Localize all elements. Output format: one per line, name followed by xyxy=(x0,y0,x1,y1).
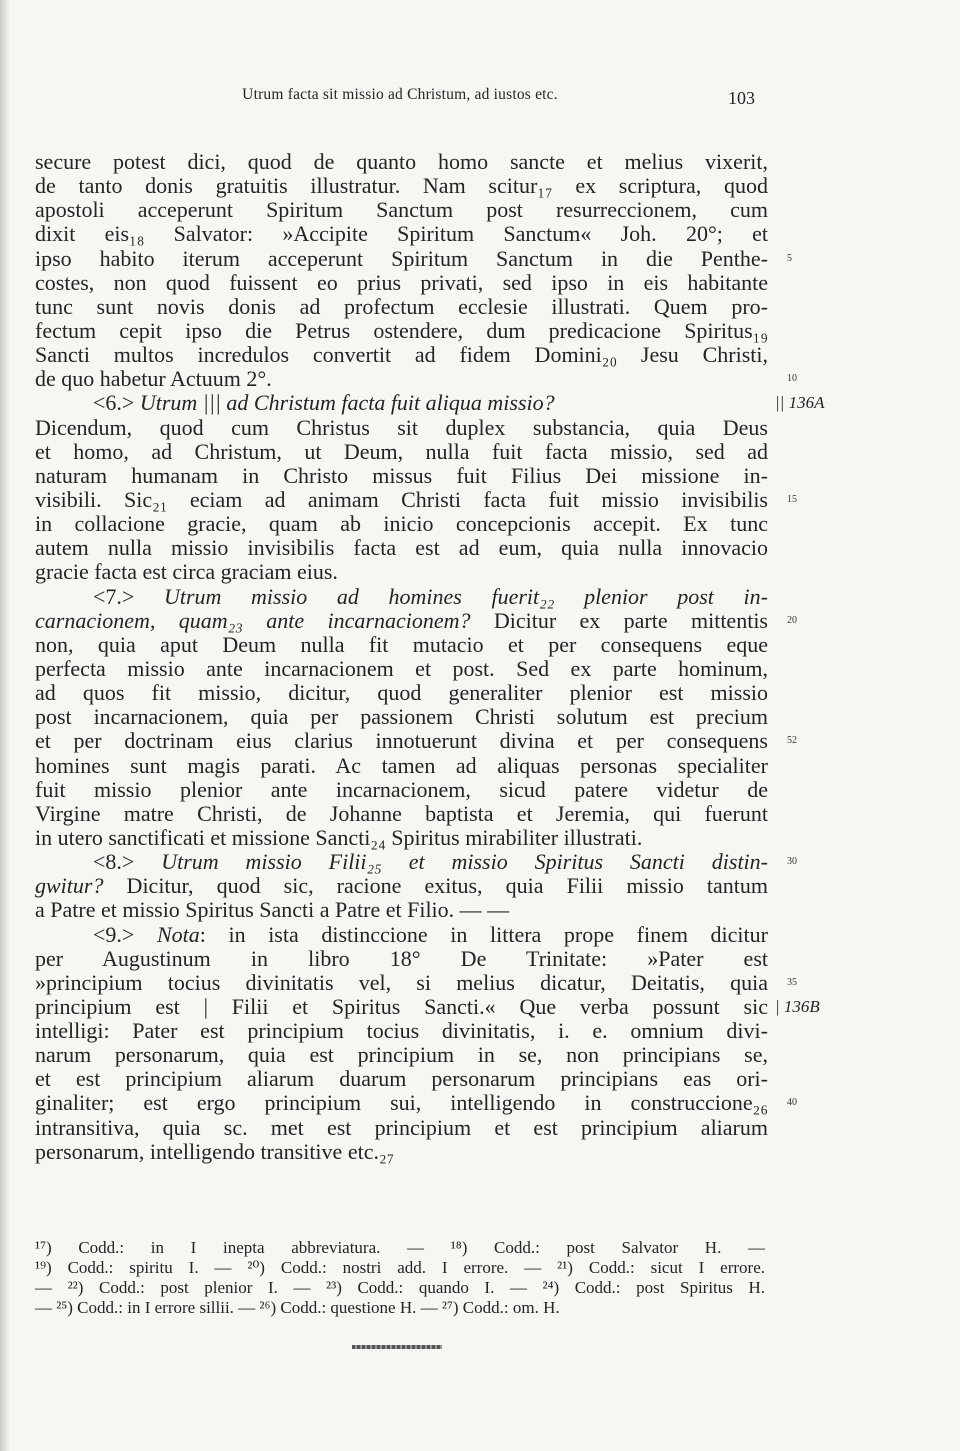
text-line-content: principium est | Filii et Spiritus Sancti.« Que verba possunt sic xyxy=(35,993,768,1019)
text-line xyxy=(35,1090,797,1116)
footnote-line: ¹⁷) Codd.: in I inepta abbreviatura. — ¹⁸) Codd.: post Salvator H. — xyxy=(35,1238,765,1257)
text-line xyxy=(35,198,768,222)
main-text xyxy=(35,149,825,1164)
text-line xyxy=(35,923,768,947)
text-line xyxy=(35,705,768,729)
text-line-content: personarum, intelligendo transitive etc.₂₇ xyxy=(35,1138,395,1164)
printer-mark xyxy=(352,1345,442,1349)
text-line xyxy=(35,271,768,295)
text-line-content: Sancti multos incredulos convertit ad fidem Domini₂₀ Jesu Christi, xyxy=(35,342,768,368)
text-line-content: costes, non quod fuissent eo prius privati, sed ipso in eis habitante xyxy=(35,269,768,295)
text-line xyxy=(35,633,768,657)
text-line-content: et per doctrinam eius clarius innotuerunt divina et per consequens xyxy=(35,728,768,754)
question-heading: Utrum missio Filii₂₅ et missio Spiritus Sancti distin- xyxy=(161,849,768,875)
line-number-margin: 30 xyxy=(787,856,797,868)
text-line xyxy=(35,947,768,971)
text-line-content: gracie facta est circa graciam eius. xyxy=(35,559,338,585)
text-line-content: naturam humanam in Christo missus fuit Filius Dei missione in- xyxy=(35,462,768,488)
question-number: <8.> xyxy=(93,849,162,875)
text-line xyxy=(35,754,768,778)
text-line-content: post incarnacionem, quia per passionem Christi solutum est precium xyxy=(35,704,768,730)
text-line xyxy=(35,150,768,174)
text-line xyxy=(35,826,768,850)
text-line xyxy=(35,1140,768,1164)
text-line-content: de quo habetur Actuum 2°. xyxy=(35,366,272,392)
text-line xyxy=(35,440,768,464)
text-line xyxy=(35,512,768,536)
text-line-content: ginaliter; est ergo principium sui, intelligendo in construccione₂₆ xyxy=(35,1090,768,1116)
text-line xyxy=(35,1019,768,1043)
text-line-content: intelligi: Pater est principium tocius divinitatis, i. e. omnium divi- xyxy=(35,1018,768,1044)
text-line-content: autem nulla missio invisibilis facta est ad eum, quia nulla innovacio xyxy=(35,535,768,561)
question-number: <9.> xyxy=(93,921,157,947)
footnote-line: — ²²) Codd.: post plenior I. — ²³) Codd.: quando I. — ²⁴) Codd.: post Spiritus H. xyxy=(35,1278,765,1297)
line-number-margin: 15 xyxy=(787,493,797,505)
line-number-margin: 35 xyxy=(787,976,797,988)
text-line xyxy=(35,1116,768,1140)
text-line-content: fectum cepit ipso die Petrus ostendere, dum predicacione Spiritus₁₉ xyxy=(35,317,768,343)
text-line-content: non, quia aput Deum nulla fit mutacio et per consequens eque xyxy=(35,631,768,657)
text-line xyxy=(35,969,797,995)
page-edge-shadow xyxy=(0,0,10,1451)
text-line-content: dixit eis₁₈ Salvator: »Accipite Spiritum Sanctum« Joh. 20°; et xyxy=(35,221,768,247)
text-line xyxy=(35,295,768,319)
text-line-content: per Augustinum in libro 18° De Trinitate: »Pater est xyxy=(35,945,768,971)
text-line xyxy=(35,486,797,512)
line-number-margin: 5 xyxy=(787,252,792,264)
question-heading: carnacionem, quam₂₃ ante incarnacionem? xyxy=(35,607,471,633)
text-line xyxy=(35,464,768,488)
folio-margin-note: || 136A xyxy=(775,393,825,413)
text-line xyxy=(35,778,768,802)
text-line-content: Dicitur ex parte mittentis xyxy=(470,607,768,633)
running-title: Utrum facta sit missio ad Christum, ad iustos etc. xyxy=(242,86,558,103)
line-number-margin: 52 xyxy=(787,735,797,747)
text-line-content: apostoli acceperunt Spiritum Sanctum post resurreccionem, cum xyxy=(35,197,768,223)
question-heading: Utrum missio ad homines fuerit₂₂ plenior post in- xyxy=(163,583,768,609)
footnote-line: ¹⁹) Codd.: spiritu I. — ²⁰) Codd.: nostri add. I errore. — ²¹) Codd.: sicut I errore. xyxy=(35,1258,765,1277)
text-line xyxy=(35,681,768,705)
question-number: <6.> xyxy=(93,390,140,416)
text-line xyxy=(35,657,768,681)
text-line xyxy=(35,849,797,875)
text-line xyxy=(35,585,768,609)
page-number: 103 xyxy=(728,88,755,108)
text-line xyxy=(35,802,768,826)
text-line-content: Dicendum, quod cum Christus sit duplex substancia, quia Deus xyxy=(35,414,768,440)
folio-margin-note: | 136B xyxy=(775,996,820,1016)
text-line-content: in utero sanctificati et missione Sancti₂₄ Spiritus mirabiliter illustrati. xyxy=(35,824,643,850)
text-line xyxy=(35,874,768,898)
text-line xyxy=(35,343,768,367)
footnote-line: — ²⁵) Codd.: in I errore sillii. — ²⁶) Codd.: questione H. — ²⁷) Codd.: om. H. xyxy=(35,1298,560,1317)
question-heading: gwitur? xyxy=(35,873,104,899)
text-line xyxy=(35,607,797,633)
text-line-content: secure potest dici, quod de quanto homo sancte et melius vixerit, xyxy=(35,149,768,174)
line-number-margin: 40 xyxy=(787,1097,797,1109)
text-line xyxy=(35,536,768,560)
text-line-content: Virgine matre Christi, de Johanne baptista et Jeremia, qui fuerunt xyxy=(35,800,768,826)
text-line-content: et homo, ad Christum, ut Deum, nulla fuit facta missio, sed ad xyxy=(35,438,768,464)
text-line xyxy=(35,560,768,584)
text-line xyxy=(35,174,768,198)
text-line-content: ipso habito iterum acceperunt Spiritum Sanctum in die Penthe- xyxy=(35,245,768,271)
text-line xyxy=(35,319,768,343)
text-line-content: fuit missio plenior ante incarnacionem, sicud patere videtur de xyxy=(35,776,768,802)
question-heading: Utrum ||| ad Christum facta fuit aliqua missio? xyxy=(139,390,555,416)
text-line xyxy=(35,245,792,271)
text-line-content: : in ista distinccione in littera prope finem dicitur xyxy=(199,921,768,947)
footnotes xyxy=(35,1238,765,1318)
question-number: <7.> xyxy=(93,583,164,609)
text-line xyxy=(35,1043,768,1067)
text-line-content: de tanto donis gratuitis illustratur. Nam scitur₁₇ ex scriptura, quod xyxy=(35,173,768,199)
text-line xyxy=(35,416,768,440)
text-line-content: tunc sunt novis donis ad profectum ecclesie illustrati. Quem pro- xyxy=(35,293,768,319)
text-line xyxy=(35,390,825,416)
text-line xyxy=(35,898,768,922)
question-heading: Nota xyxy=(156,921,200,947)
text-line xyxy=(35,1067,768,1091)
text-line-content: a Patre et missio Spiritus Sancti a Patre et Filio. — — xyxy=(35,897,510,923)
text-line xyxy=(35,993,820,1019)
text-line-content: perfecta missio ante incarnacionem et post. Sed ex parte hominum, xyxy=(35,655,768,681)
text-line-content: narum personarum, quia est principium in se, non principians se, xyxy=(35,1042,768,1068)
text-line-content: »principium tocius divinitatis vel, si melius dicatur, Deitatis, quia xyxy=(35,969,768,995)
text-line-content: intransitiva, quia sc. met est principium et est principium aliarum xyxy=(35,1114,768,1140)
text-line-content: et est principium aliarum duarum personarum principians eas ori- xyxy=(35,1066,768,1092)
text-line xyxy=(35,728,797,754)
text-line-content: Dicitur, quod sic, racione exitus, quia Filii missio tantum xyxy=(103,873,768,899)
text-line-content: ad quos fit missio, dicitur, quod generaliter plenior est missio xyxy=(35,680,768,706)
line-number-margin: 10 xyxy=(787,373,797,385)
line-number-margin: 20 xyxy=(787,614,797,626)
text-line xyxy=(35,222,768,246)
text-line-content: homines sunt magis parati. Ac tamen ad aliquas personas specialiter xyxy=(35,752,768,778)
text-line-content: visibili. Sic₂₁ eciam ad animam Christi facta fuit missio invisibilis xyxy=(35,486,768,512)
text-line-content: in collacione gracie, quam ab inicio concepcionis accepit. Ex tunc xyxy=(35,511,768,537)
text-line xyxy=(35,366,797,392)
